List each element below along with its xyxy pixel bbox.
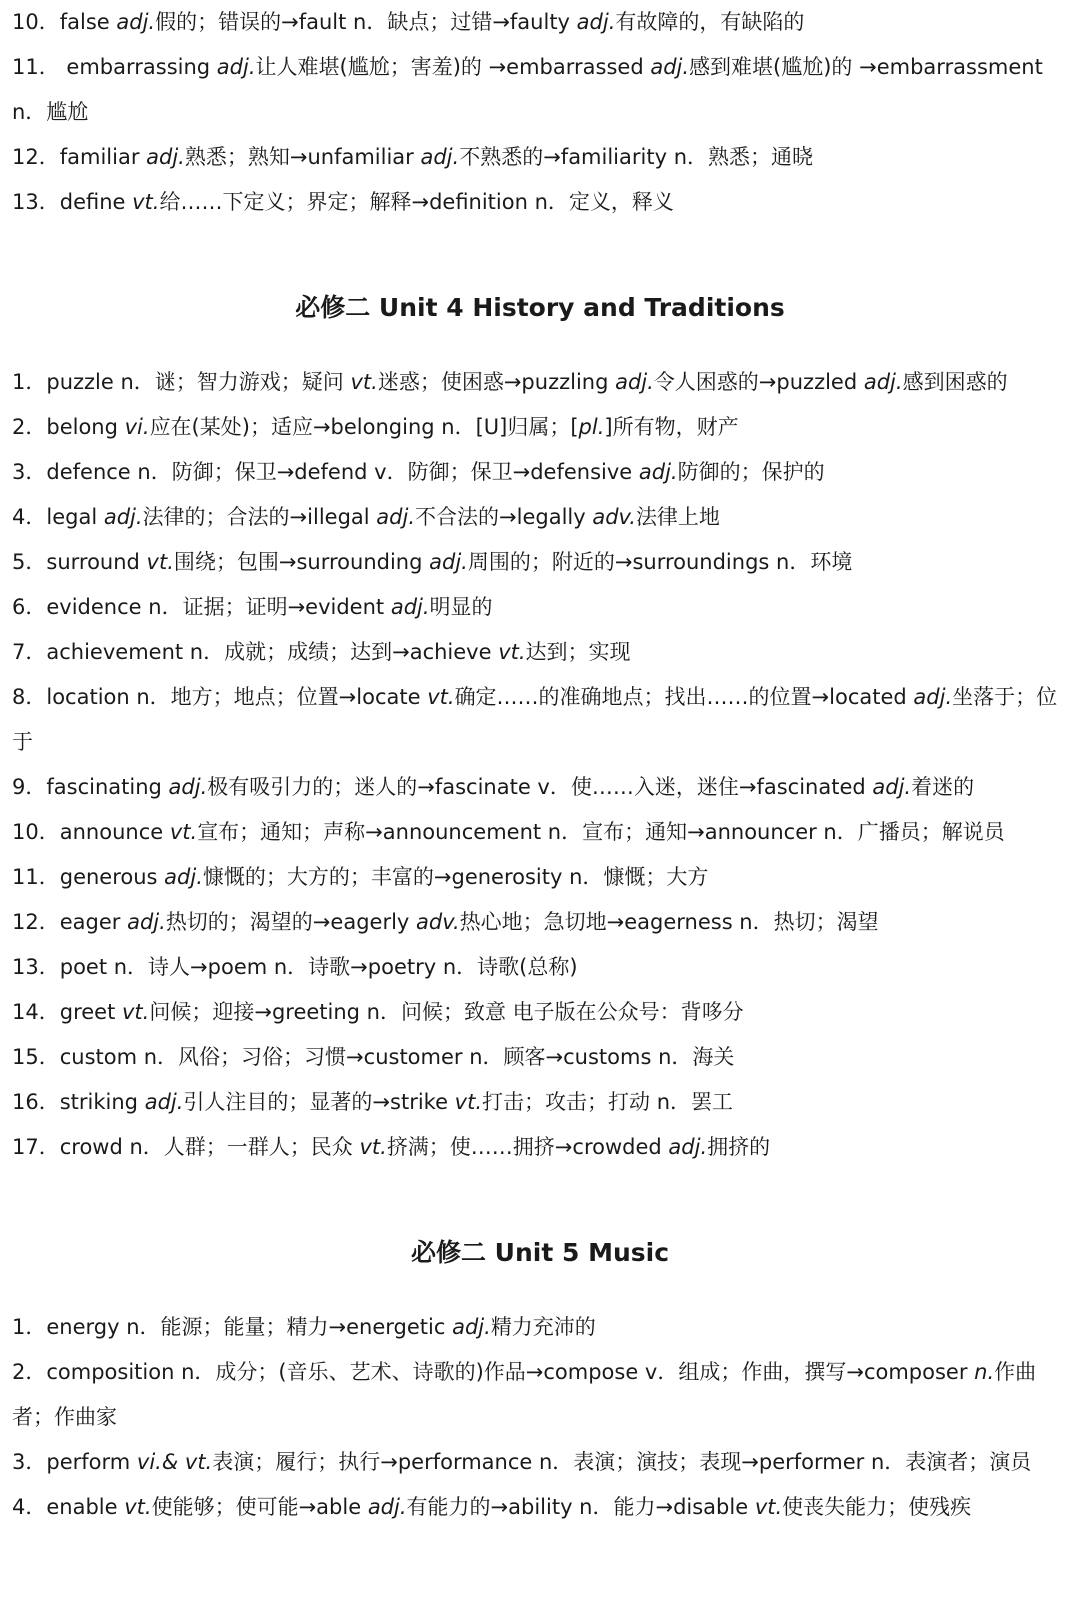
list-item — [12, 1080, 1068, 1125]
list-item — [12, 990, 1068, 1035]
item-number: 14． — [12, 1000, 60, 1024]
list-item — [12, 900, 1068, 945]
item-text: defence n．防御；保卫→defend v．防御；保卫→defensive adj.防御的；保护的 — [46, 460, 825, 484]
list-item — [12, 135, 1068, 180]
list-item — [12, 1485, 1068, 1530]
item-number: 8． — [12, 685, 47, 709]
item-number: 11． — [12, 865, 60, 889]
item-number: 7． — [12, 640, 47, 664]
item-number: 3． — [12, 1450, 47, 1474]
section-title-unit4: 必修二 Unit 4 History and Traditions — [295, 293, 785, 322]
item-text: enable vt.使能够；使可能→able adj.有能力的→ability n．能力→disable vt.使丧失能力；使残疾 — [46, 1495, 972, 1519]
item-text: achievement n．成就；成绩；达到→achieve vt.达到；实现 — [46, 640, 631, 664]
item-number: 13． — [12, 190, 60, 214]
list-item — [12, 405, 1068, 450]
list-item — [12, 1035, 1068, 1080]
item-text: crowd n．人群；一群人；民众 vt.挤满；使……拥挤→crowded adj.拥挤的 — [59, 1135, 771, 1159]
top-entry-list — [12, 0, 1068, 225]
item-number: 17． — [12, 1135, 60, 1159]
list-item — [12, 585, 1068, 630]
unit4-entry-list — [12, 360, 1068, 1170]
list-item — [12, 45, 1068, 135]
item-number: 3． — [12, 460, 47, 484]
item-text: false adj.假的；错误的→fault n．缺点；过错→faulty adj.有故障的，有缺陷的 — [59, 10, 805, 34]
item-number: 4． — [12, 505, 47, 529]
item-text: legal adj.法律的；合法的→illegal adj.不合法的→legally adv.法律上地 — [46, 505, 720, 529]
list-item — [12, 1305, 1068, 1350]
item-number: 13． — [12, 955, 60, 979]
item-text: familiar adj.熟悉；熟知→unfamiliar adj.不熟悉的→familiarity n．熟悉；通晓 — [59, 145, 814, 169]
item-text: announce vt.宣布；通知；声称→announcement n．宣布；通知→announcer n．广播员；解说员 — [59, 820, 1005, 844]
item-number: 9． — [12, 775, 47, 799]
item-number: 11． — [12, 55, 60, 79]
item-number: 1． — [12, 1315, 47, 1339]
item-number: 10． — [12, 820, 60, 844]
list-item — [12, 675, 1068, 765]
list-item — [12, 180, 1068, 225]
list-item — [12, 1350, 1068, 1440]
item-text: location n．地方；地点；位置→locate vt.确定……的准确地点；找出……的位置→located adj.坐落于；位于 — [12, 685, 1058, 754]
item-number: 6． — [12, 595, 47, 619]
list-item — [12, 810, 1068, 855]
item-number: 4． — [12, 1495, 47, 1519]
item-text: greet vt.问候；迎接→greeting n．问候；致意 电子版在公众号：背哆分 — [59, 1000, 744, 1024]
item-number: 5． — [12, 550, 47, 574]
item-number: 16． — [12, 1090, 60, 1114]
item-text: belong vi.应在(某处)；适应→belonging n．[U]归属；[pl.]所有物，财产 — [46, 415, 739, 439]
item-number: 12． — [12, 145, 60, 169]
section-title-unit5: 必修二 Unit 5 Music — [410, 1238, 670, 1267]
item-text: perform vi.& vt.表演；履行；执行→performance n．表演；演技；表现→performer n．表演者；演员 — [46, 1450, 1032, 1474]
list-item — [12, 540, 1068, 585]
item-text: surround vt.围绕；包围→surrounding adj.周围的；附近的→surroundings n．环境 — [46, 550, 853, 574]
item-number: 2． — [12, 1360, 47, 1384]
list-item — [12, 1125, 1068, 1170]
list-item — [12, 495, 1068, 540]
list-item — [12, 765, 1068, 810]
item-number: 10． — [12, 10, 60, 34]
item-text: striking adj.引人注目的；显著的→strike vt.打击；攻击；打动 n．罢工 — [59, 1090, 733, 1114]
unit5-entry-list — [12, 1305, 1068, 1530]
list-item — [12, 0, 1068, 45]
list-item — [12, 630, 1068, 675]
list-item — [12, 1440, 1068, 1485]
item-text: define vt.给……下定义；界定；解释→definition n．定义，释义 — [59, 190, 674, 214]
list-item — [12, 360, 1068, 405]
item-text: eager adj.热切的；渴望的→eagerly adv.热心地；急切地→eagerness n．热切；渴望 — [59, 910, 879, 934]
item-text: custom n．风俗；习俗；习惯→customer n．顾客→customs n．海关 — [59, 1045, 735, 1069]
item-number: 1． — [12, 370, 47, 394]
item-text: composition n．成分；(音乐、艺术、诗歌的)作品→compose v．组成；作曲，撰写→composer n.作曲者；作曲家 — [12, 1360, 1037, 1429]
list-item — [12, 855, 1068, 900]
list-item — [12, 945, 1068, 990]
item-number: 15． — [12, 1045, 60, 1069]
item-text: poet n．诗人→poem n．诗歌→poetry n．诗歌(总称) — [59, 955, 578, 979]
list-item — [12, 450, 1068, 495]
item-text: embarrassing adj.让人难堪(尴尬；害羞)的 →embarrassed adj.感到难堪(尴尬)的 →embarrassment n．尴尬 — [12, 55, 1043, 124]
item-text: evidence n．证据；证明→evident adj.明显的 — [46, 595, 493, 619]
item-text: fascinating adj.极有吸引力的；迷人的→fascinate v．使……入迷，迷住→fascinated adj.着迷的 — [46, 775, 975, 799]
item-text: energy n．能源；能量；精力→energetic adj.精力充沛的 — [46, 1315, 596, 1339]
vocabulary-page — [12, 0, 1068, 1530]
item-text: generous adj.慷慨的；大方的；丰富的→generosity n．慷慨；大方 — [59, 865, 709, 889]
item-number: 2． — [12, 415, 47, 439]
item-text: puzzle n．谜；智力游戏；疑问 vt.迷惑；使困惑→puzzling adj.令人困惑的→puzzled adj.感到困惑的 — [46, 370, 1008, 394]
item-number: 12． — [12, 910, 60, 934]
